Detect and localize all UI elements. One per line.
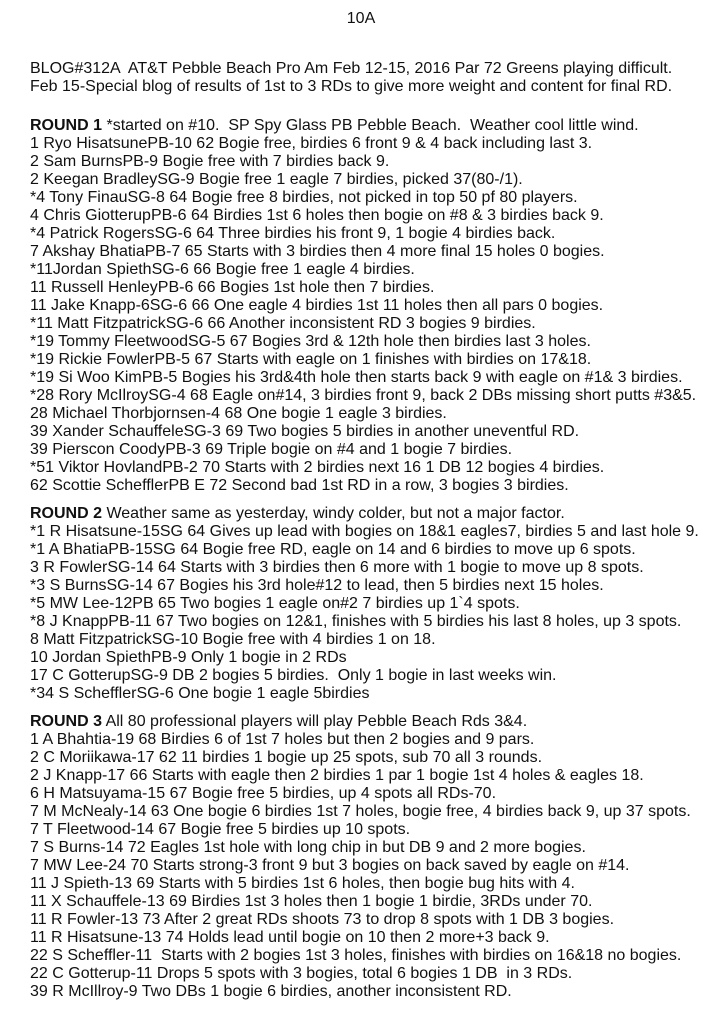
- result-line: 7 S Burns-14 72 Eagles 1st hole with long chip in but DB 9 and 2 more bogies.: [30, 839, 586, 856]
- result-line: 2 Keegan BradleySG-9 Bogie free 1 eagle 7 birdies, picked 37(80-/1).: [30, 171, 523, 188]
- round-2-section: [30, 505, 716, 703]
- round-3-title: ROUND 3: [30, 713, 103, 730]
- round-1-header: [30, 117, 716, 135]
- result-line: 39 Pierscon CoodyPB-3 69 Triple bogie on #4 and 1 bogie 7 birdies.: [30, 441, 513, 458]
- intro-paragraph: [30, 60, 716, 96]
- result-line: 2 C Moriikawa-17 62 11 birdies 1 bogie up 25 spots, sub 70 all 3 rounds.: [30, 749, 543, 766]
- result-line: 17 C GotterupSG-9 DB 2 bogies 5 birdies. Only 1 bogie in last weeks win.: [30, 667, 557, 684]
- round-2-subtitle: Weather same as yesterday, windy colder, but not a major factor.: [102, 505, 565, 522]
- result-line: 11 Russell HenleyPB-6 66 Bogies 1st hole then 7 birdies.: [30, 279, 435, 296]
- result-line: *11 Matt FitzpatrickSG-6 66 Another inconsistent RD 3 bogies 9 birdies.: [30, 315, 536, 332]
- result-line: *19 Tommy FleetwoodSG-5 67 Bogies 3rd & 12th hole then birdies last 3 holes.: [30, 333, 591, 350]
- result-line: 1 A Bhahtia-19 68 Birdies 6 of 1st 7 holes but then 2 bogies and 9 pars.: [30, 731, 535, 748]
- result-line: 1 Ryo HisatsunePB-10 62 Bogie free, birdies 6 front 9 & 4 back including last 3.: [30, 135, 593, 152]
- round-3-section: [30, 713, 716, 1001]
- round-2-header: [30, 505, 716, 523]
- result-line: 22 C Gotterup-11 Drops 5 spots with 3 bogies, total 6 bogies 1 DB in 3 RDs.: [30, 965, 573, 982]
- result-line: 7 MW Lee-24 70 Starts strong-3 front 9 but 3 bogies on back saved by eagle on #14.: [30, 857, 630, 874]
- result-line: *3 S BurnsSG-14 67 Bogies his 3rd hole#12 to lead, then 5 birdies next 15 holes.: [30, 577, 604, 594]
- result-line: 11 R Hisatsune-13 74 Holds lead until bogie on 10 then 2 more+3 back 9.: [30, 929, 550, 946]
- result-line: *5 MW Lee-12PB 65 Two bogies 1 eagle on#2 7 birdies up 1`4 spots.: [30, 595, 520, 612]
- result-line: *51 Viktor HovlandPB-2 70 Starts with 2 birdies next 16 1 DB 12 bogies 4 birdies.: [30, 459, 605, 476]
- round-2-results: [30, 523, 716, 703]
- result-line: 11 J Spieth-13 69 Starts with 5 birdies 1st 6 holes, then bogie bug hits with 4.: [30, 875, 575, 892]
- result-line: 8 Matt FitzpatrickSG-10 Bogie free with 4 birdies 1 on 18.: [30, 631, 436, 648]
- intro-line-2: Feb 15-Special blog of results of 1st to 3 RDs to give more weight and content for final RD.: [30, 78, 673, 95]
- intro-line-1: BLOG#312A AT&T Pebble Beach Pro Am Feb 12-15, 2016 Par 72 Greens playing difficult.: [30, 60, 673, 77]
- result-line: 28 Michael Thorbjornsen-4 68 One bogie 1 eagle 3 birdies.: [30, 405, 447, 422]
- result-line: *4 Patrick RogersSG-6 64 Three birdies his front 9, 1 bogie 4 birdies back.: [30, 225, 556, 242]
- result-line: 11 R Fowler-13 73 After 2 great RDs shoots 73 to drop 8 spots with 1 DB 3 bogies.: [30, 911, 615, 928]
- result-line: 39 Xander SchauffeleSG-3 69 Two bogies 5 birdies in another uneventful RD.: [30, 423, 580, 440]
- round-1-section: [30, 117, 716, 495]
- result-line: 6 H Matsuyama-15 67 Bogie free 5 birdies, up 4 spots all RDs-70.: [30, 785, 497, 802]
- result-line: 3 R FowlerSG-14 64 Starts with 3 birdies then 6 more with 1 bogie to move up 8 spots.: [30, 559, 644, 576]
- round-3-subtitle: All 80 professional players will play Pebble Beach Rds 3&4.: [102, 713, 528, 730]
- result-line: 10 Jordan SpiethPB-9 Only 1 bogie in 2 RDs: [30, 649, 347, 666]
- result-line: *4 Tony FinauSG-8 64 Bogie free 8 birdies, not picked in top 50 pf 80 players.: [30, 189, 578, 206]
- result-line: *34 S SchefflerSG-6 One bogie 1 eagle 5birdies: [30, 685, 370, 702]
- round-3-header: [30, 713, 716, 731]
- page-number: 10A: [346, 10, 376, 27]
- result-line: 62 Scottie SchefflerPB E 72 Second bad 1st RD in a row, 3 bogies 3 birdies.: [30, 477, 569, 494]
- result-line: 7 T Fleetwood-14 67 Bogie free 5 birdies up 10 spots.: [30, 821, 411, 838]
- result-line: *19 Rickie FowlerPB-5 67 Starts with eagle on 1 finishes with birdies on 17&18.: [30, 351, 592, 368]
- result-line: *28 Rory McIlroySG-4 68 Eagle on#14, 3 birdies front 9, back 2 DBs missing short putts #3&5.: [30, 387, 697, 404]
- result-line: 22 S Scheffler-11 Starts with 2 bogies 1st 3 holes, finishes with birdies on 16&18 no bogies.: [30, 947, 682, 964]
- result-line: 2 J Knapp-17 66 Starts with eagle then 2 birdies 1 par 1 bogie 1st 4 holes & eagles 18.: [30, 767, 644, 784]
- result-line: *1 A BhatiaPB-15SG 64 Bogie free RD, eagle on 14 and 6 birdies to move up 6 spots.: [30, 541, 636, 558]
- result-line: 39 R McIllroy-9 Two DBs 1 bogie 6 birdies, another inconsistent RD.: [30, 983, 512, 1000]
- result-line: 7 Akshay BhatiaPB-7 65 Starts with 3 birdies then 4 more final 15 holes 0 bogies.: [30, 243, 605, 260]
- result-line: 4 Chris GiotterupPB-6 64 Birdies 1st 6 holes then bogie on #8 & 3 birdies back 9.: [30, 207, 604, 224]
- result-line: 11 Jake Knapp-6SG-6 66 One eagle 4 birdies 1st 11 holes then all pars 0 bogies.: [30, 297, 604, 314]
- round-2-title: ROUND 2: [30, 505, 103, 522]
- round-1-results: [30, 135, 716, 495]
- round-3-results: [30, 731, 716, 1001]
- result-line: 2 Sam BurnsPB-9 Bogie free with 7 birdies back 9.: [30, 153, 390, 170]
- round-1-subtitle: *started on #10. SP Spy Glass PB Pebble Beach. Weather cool little wind.: [102, 117, 639, 134]
- result-line: *8 J KnappPB-11 67 Two bogies on 12&1, finishes with 5 birdies his last 8 holes, up 3 spots.: [30, 613, 682, 630]
- result-line: *1 R Hisatsune-15SG 64 Gives up lead with bogies on 18&1 eagles7, birdies 5 and last hole 9.: [30, 523, 699, 540]
- result-line: 7 M McNealy-14 63 One bogie 6 birdies 1st 7 holes, bogie free, 4 birdies back 9, up 37 spots.: [30, 803, 691, 820]
- round-1-title: ROUND 1: [30, 117, 103, 134]
- result-line: *11Jordan SpiethSG-6 66 Bogie free 1 eagle 4 birdies.: [30, 261, 415, 278]
- result-line: *19 Si Woo KimPB-5 Bogies his 3rd&4th hole then starts back 9 with eagle on #1& 3 birdies.: [30, 369, 683, 386]
- result-line: 11 X Schauffele-13 69 Birdies 1st 3 holes then 1 bogie 1 birdie, 3RDs under 70.: [30, 893, 593, 910]
